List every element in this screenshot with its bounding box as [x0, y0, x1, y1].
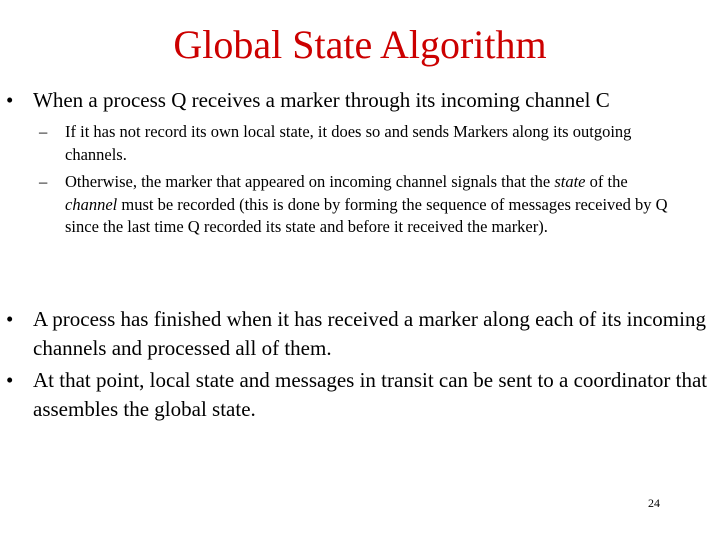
sub-bullet-marker: –: [39, 172, 48, 191]
sub-bullet-marker: –: [39, 122, 48, 141]
emphasis-state: state: [554, 172, 586, 191]
sub-bullet-text: [65, 171, 679, 239]
slide-title: Global State Algorithm: [173, 22, 547, 67]
sub-bullet-item: [39, 121, 679, 166]
emphasis-channel: channel: [65, 194, 118, 214]
bullet-text: At that point, local state and messages in transit can be sent to a coordinator that assembles the global state.: [33, 368, 708, 421]
bullet-item: [6, 305, 712, 363]
bullet-item: [6, 366, 712, 424]
bullet-item: [6, 86, 712, 115]
sub-bullet-text-part: must be recorded (this is done by forming the sequence of messages received by Q since the last time Q recorded its state and before it received the marker).: [65, 194, 668, 236]
sub-bullet-text-part: of the: [585, 172, 628, 191]
bullet-text: A process has finished when it has received a marker along each of its incoming channels and processed all of them.: [33, 307, 706, 360]
sub-bullet-text-part: Otherwise, the marker that appeared on incoming channel signals that the: [65, 172, 555, 191]
bullet-marker: •: [6, 88, 14, 112]
page-number: 24: [648, 496, 660, 510]
bullet-marker: •: [6, 368, 14, 392]
sub-bullet-text: If it has not record its own local state, it does so and sends Markers along its outgoing channels.: [65, 122, 632, 164]
bullet-marker: •: [6, 307, 14, 331]
bullet-text: When a process Q receives a marker through its incoming channel C: [33, 88, 610, 112]
sub-bullet-item: [39, 171, 679, 239]
